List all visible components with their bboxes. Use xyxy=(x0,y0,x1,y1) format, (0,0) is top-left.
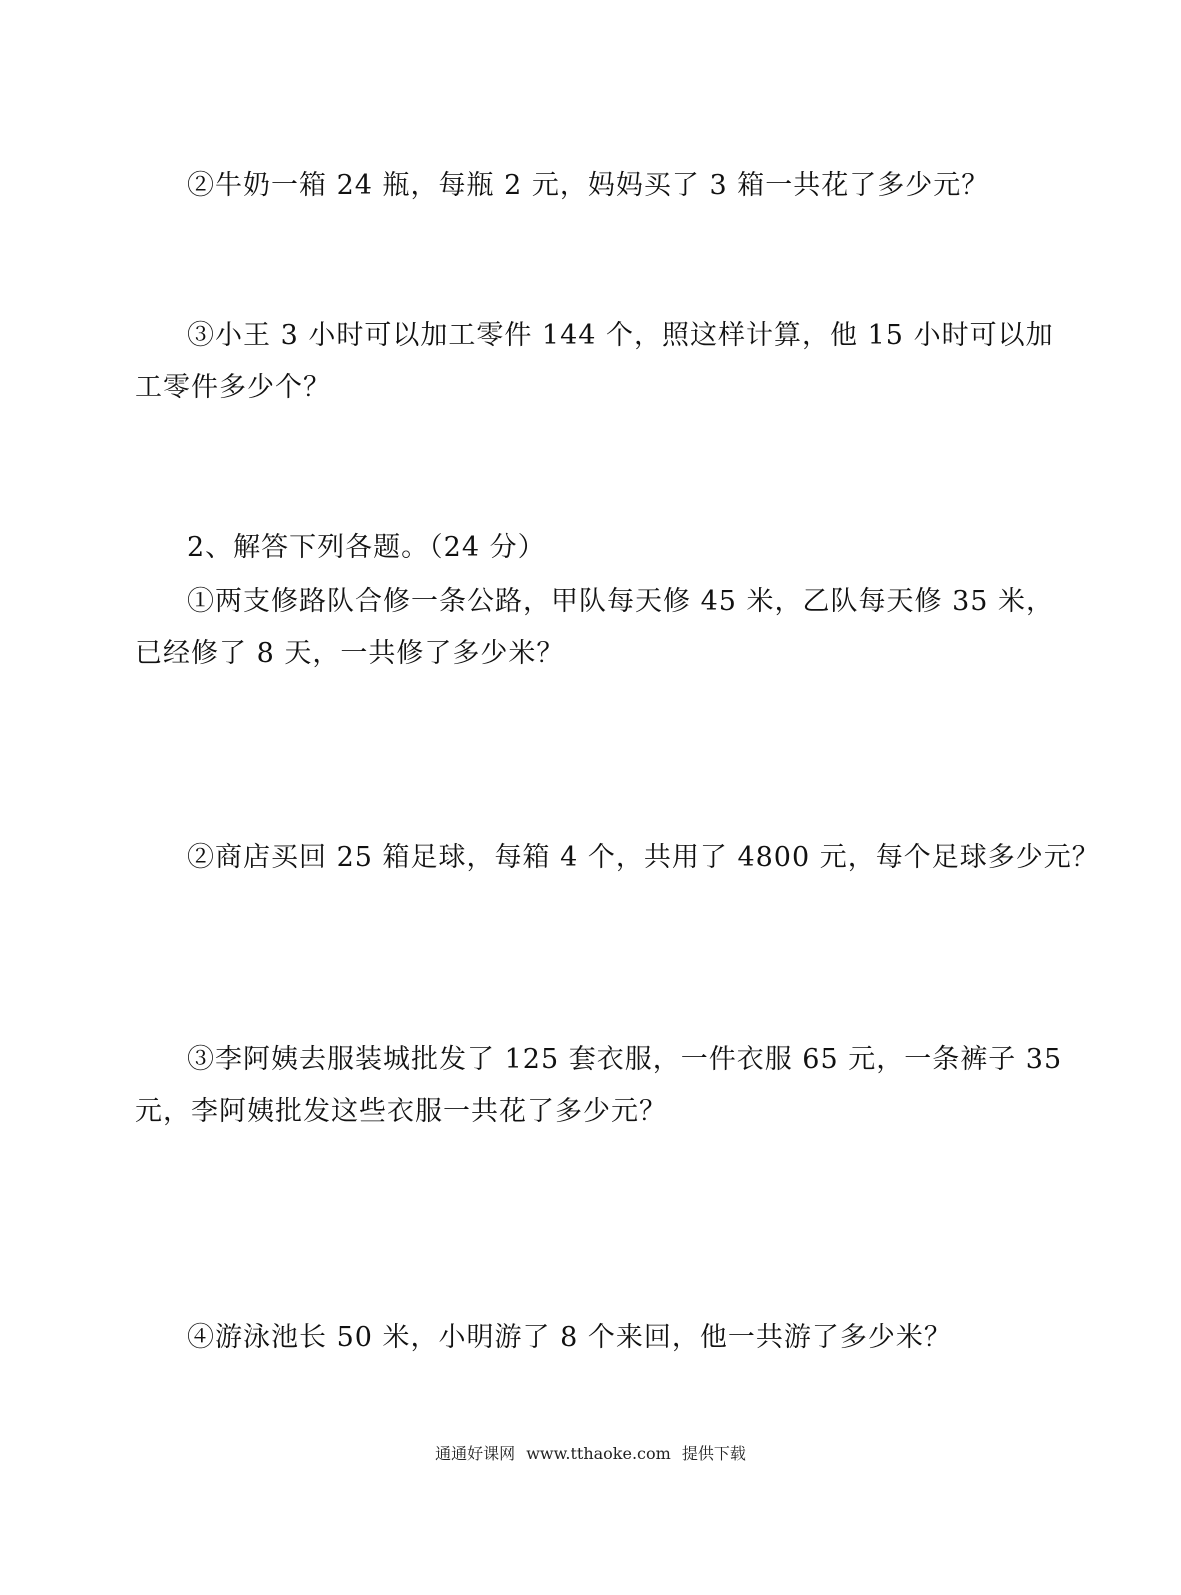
page-footer xyxy=(0,1443,1181,1465)
problem-clothes-line-1: ③李阿姨去服装城批发了 125 套衣服，一件衣服 65 元，一条裤子 35 xyxy=(187,1044,1063,1075)
footer-url: www.tthaoke.com xyxy=(526,1444,671,1463)
problem-parts-line-1: ③小王 3 小时可以加工零件 144 个，照这样计算，他 15 小时可以加 xyxy=(187,320,1054,351)
problem-road-line-1: ①两支修路队合修一条公路，甲队每天修 45 米，乙队每天修 35 米， xyxy=(187,586,1055,617)
problem-road-line-2: 已经修了 8 天，一共修了多少米？ xyxy=(135,638,565,669)
problem-swimming-line-1: ④游泳池长 50 米，小明游了 8 个来回，他一共游了多少米？ xyxy=(187,1322,952,1353)
problem-clothes-line-2: 元，李阿姨批发这些衣服一共花了多少元？ xyxy=(135,1096,667,1127)
footer-site-name: 通通好课网 xyxy=(435,1444,516,1463)
problem-parts-line-2: 工零件多少个？ xyxy=(135,372,331,403)
footer-suffix: 提供下载 xyxy=(681,1444,746,1463)
problem-milk-line-1: ②牛奶一箱 24 瓶，每瓶 2 元，妈妈买了 3 箱一共花了多少元？ xyxy=(187,170,990,201)
section-heading: 2、解答下列各题。（24 分） xyxy=(187,532,546,563)
problem-football-line-1: ②商店买回 25 箱足球，每箱 4 个，共用了 4800 元，每个足球多少元？ xyxy=(187,842,1100,873)
